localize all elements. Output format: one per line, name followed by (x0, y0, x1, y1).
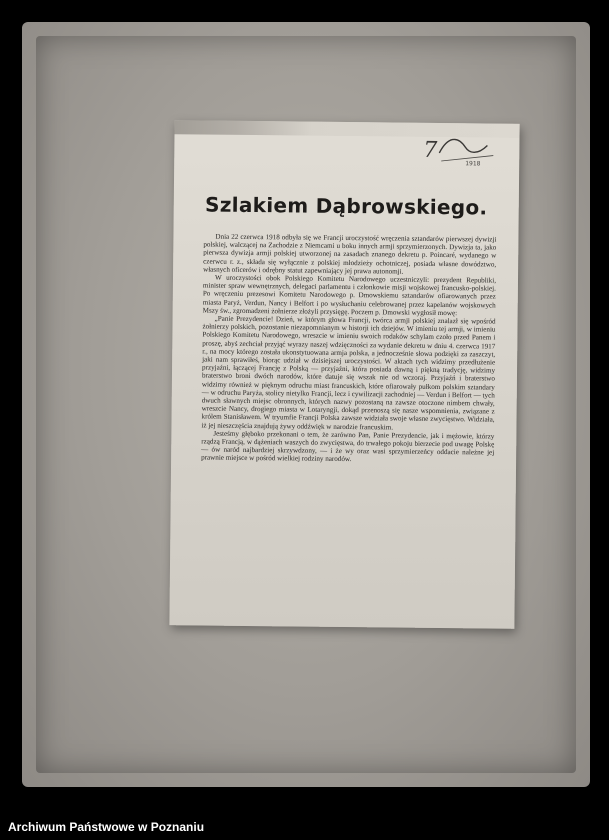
document-body (201, 233, 496, 466)
photo-plate (22, 22, 590, 787)
poster-sheet (169, 120, 519, 629)
paragraph: „Panie Prezydencie! Dzień, w którym głowa Francji, twórca armji polskiej znalazł się wpośród żołnierzy polskich, pozostanie niezapomnianym w historji ich dziejów. W imieniu tej armji, w imieniu Polskiego Komitetu Narodowego, wreszcie w imieniu swoich rodaków schylam czoło przed Panem i proszę, abyś zechciał przyjąć wyrazy naszej wdzięczności za wydanie dekretu w dniu 4. czerwca 1917 r., na mocy którego została ukonstytuowana armja polska, a jednocześnie słowa podzięki za zaszczyt, jaki nam sprawiłeś, biorąc udział w dzisiejszej uroczystości. W aktach tych widzimy przedłużenie przyjaźni, łączącej Francję z Polską — przyjaźni, która posiada dawną i piękną tradycję, widzimy braterstwo broni dwóch narodów, które datuje się wszak nie od wczoraj. Przyjaźń i braterstwo widzimy również w pięknym odruchu miast francuskich, które ofiarowały pułkom polskim sztandary — w odruchu Paryża, stolicy nietylko Francji, lecz i cywilizacji zachodniej — Verdun i Belfort — tych dwuch sławnych miejsc obronnych, których nazwy pozostaną na zawsze otoczone nimbem chwały, wreszcie Nancy, drogiego miasta w Lotaryngji, dokąd przenoszą się nasze wspomnienia, związane z królem Stanisławem. W tryumfie Francji Polska zawsze widziała swoje własne zwycięstwo. Widziała, iż jej nieszczęścia znajdują żywy oddźwięk w narodzie francuskim. (201, 314, 496, 432)
handwritten-annotation (417, 131, 497, 170)
paragraph: Dnia 22 czerwca 1918 odbyła się we Francji uroczystość wręczenia sztandarów pierwszej dywizji polskiej, walczącej na Zachodzie z Niemcami u boku innych armji sprzymierzonych. Dywizja ta, jako pierwsza dywizja armji polskiej utworzonej na zasadach znanego dekretu p. Poincaré, wydanego w czerwcu r. z., składa się wyłącznie z polskiej młodzieży ochotniczej, posiada własne dowództwo, własnych oficerów i odrębny statut zapewniający jej prawa autonomji. (203, 232, 497, 276)
archive-caption: Archiwum Państwowe w Poznaniu (8, 820, 205, 834)
annotation-number: 7 (423, 137, 438, 163)
annotation-year: 1918 (465, 160, 481, 168)
document-title: Szlakiem Dąbrowskiego. (204, 192, 488, 220)
paragraph: Jesteśmy głęboko przekonani o tem, że zarówno Pan, Panie Prezydencie, jak i mężowie, którzy rządzą Francją, w dążeniach waszych do zwycięstwa, do trwałego pokoju bierzecie pod uwagę Polskę — ów naród najbardziej skrzywdzony, — i że wy oraz wasi sprzymierzeńcy oddacie należne jej prawnie miejsce w pośród wielkiej rodziny narodów. (201, 429, 495, 464)
paragraph: W uroczystości obok Polskiego Komitetu Narodowego uczestniczyli: prezydent Republiki, minister spraw wewnętrznych, delegaci parlamentu i członkowie misji wojskowej francusko-polskiej. Po wręczeniu prezesowi Komitetu Narodowego p. Dmowskiemu sztandarów ofiarowanych przez miasta Paryż, Verdun, Nancy i Belfort i po wysłuchaniu celebrowanej przez kapelanów wojskowych Mszy św., zgromadzeni żołnierze złożyli przysięgę. Poczem p. Dmowski wygłosił mowę: (202, 273, 497, 318)
